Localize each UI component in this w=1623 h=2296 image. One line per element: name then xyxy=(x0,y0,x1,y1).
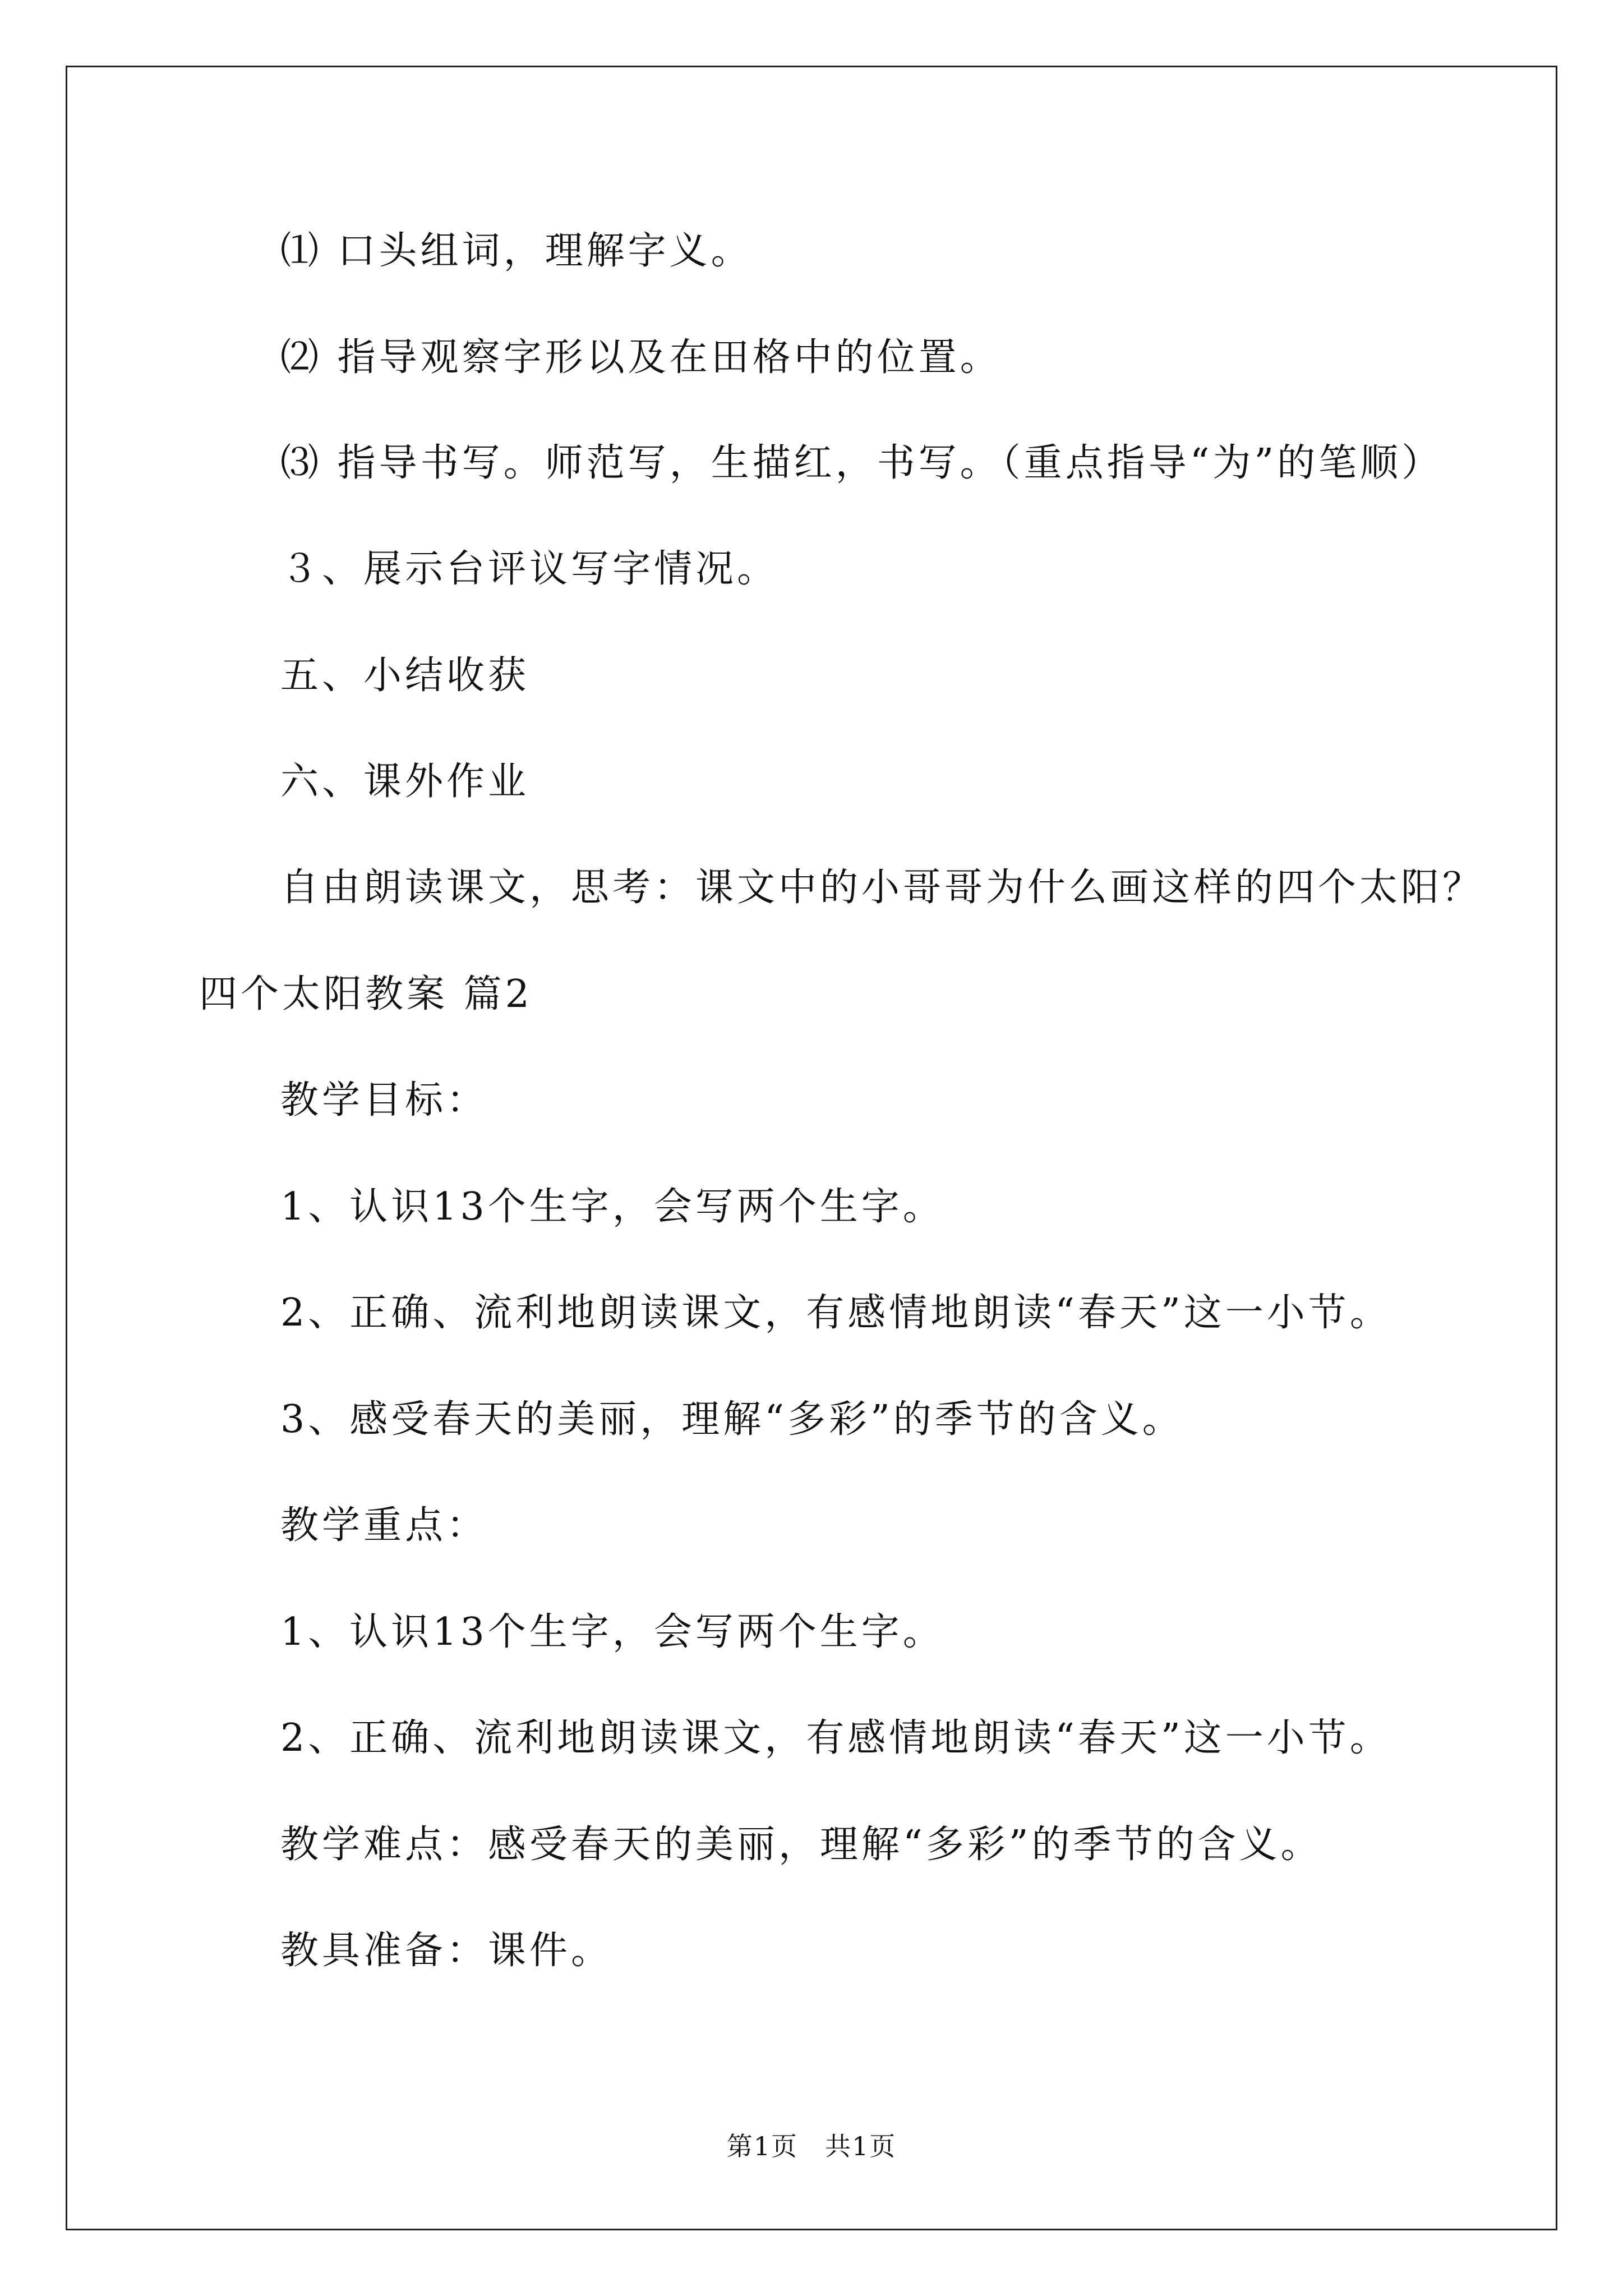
key-point-item-1: 1、认识13个生字，会写两个生字。 xyxy=(280,1610,944,1654)
heading-goals: 教学目标： xyxy=(280,1078,488,1122)
section-heading-summary: 五、小结收获 xyxy=(280,654,530,698)
page-border xyxy=(66,66,1557,2230)
lesson-title: 四个太阳教案 篇2 xyxy=(199,972,533,1016)
materials-line: 教具准备：课件。 xyxy=(280,1929,613,1973)
difficulty-line: 教学难点：感受春天的美丽，理解“多彩”的季节的含义。 xyxy=(280,1823,1322,1867)
goal-item-1: 1、认识13个生字，会写两个生字。 xyxy=(280,1185,944,1229)
body-line-homework: 自由朗读课文，思考：课文中的小哥哥为什么画这样的四个太阳？ xyxy=(280,866,1484,910)
heading-key-points: 教学重点： xyxy=(280,1503,488,1548)
page-footer: 第1页 共1页 xyxy=(726,2131,897,2161)
goal-item-2: 2、正确、流利地朗读课文，有感情地朗读“春天”这一小节。 xyxy=(280,1291,1391,1335)
body-line-4: ３、展示台评议写字情况。 xyxy=(280,547,779,591)
body-line-2: ⑵ 指导观察字形以及在田格中的位置。 xyxy=(280,335,1002,380)
body-line-3: ⑶ 指导书写。师范写，生描红，书写。（重点指导“为”的笔顺） xyxy=(280,441,1444,485)
goal-item-3: 3、感受春天的美丽，理解“多彩”的季节的含义。 xyxy=(280,1397,1184,1442)
body-line-1: ⑴ 口头组词，理解字义。 xyxy=(280,229,753,273)
section-heading-homework: 六、课外作业 xyxy=(280,760,530,804)
key-point-item-2: 2、正确、流利地朗读课文，有感情地朗读“春天”这一小节。 xyxy=(280,1716,1391,1760)
